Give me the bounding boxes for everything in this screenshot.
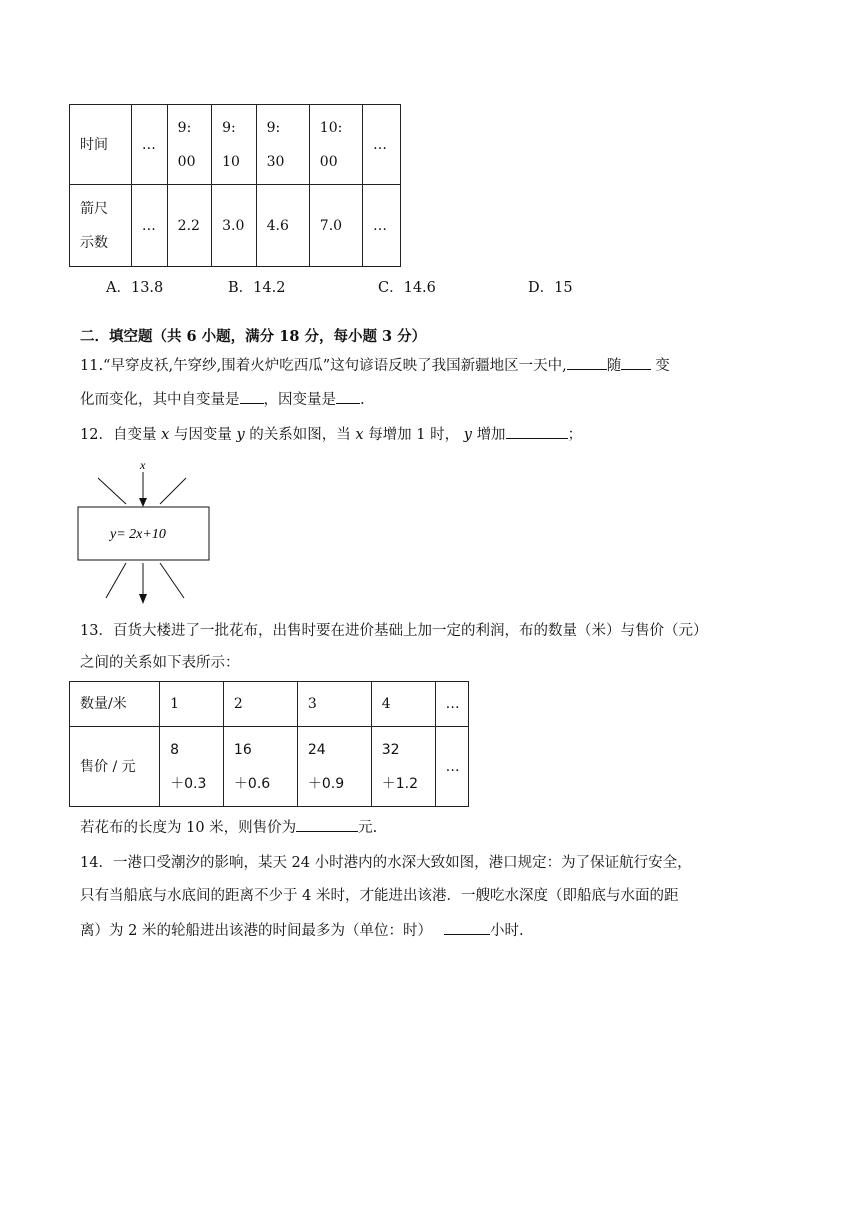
time-table-cell: …: [131, 185, 167, 267]
section-heading: 二．填空题（共 6 小题，满分 18 分，每小题 3 分）: [80, 328, 427, 345]
time-table-row1-label: 时间: [70, 105, 132, 185]
q14-line2: 只有当船底与水底间的距离不少于 4 米时，才能进出该港．一艘吃水深度（即船底与水面的距: [80, 888, 679, 904]
cloth-table-cell: …: [435, 727, 468, 807]
time-table-cell: 4.6: [256, 185, 309, 267]
answer-blank[interactable]: [621, 355, 651, 370]
time-table-cell: …: [131, 105, 167, 185]
answer-blank[interactable]: [567, 355, 607, 370]
time-table-cell: 9: 30: [256, 105, 309, 185]
cloth-table-cell: 1: [160, 682, 224, 727]
time-table-cell: 3.0: [212, 185, 256, 267]
q12-text: ；: [567, 427, 583, 443]
time-table-cell: 2.2: [167, 185, 211, 267]
q12-var: y: [463, 427, 472, 443]
answer-blank[interactable]: [336, 389, 360, 404]
function-machine-diagram: [76, 458, 216, 608]
option-a: A．13.8: [106, 280, 164, 296]
cloth-table-cell: …: [435, 682, 468, 727]
time-table-cell: 9: 10: [212, 105, 256, 185]
q12-text: 与因变量: [173, 427, 232, 443]
option-c: C．14.6: [378, 280, 436, 296]
time-table-cell: 9: 00: [167, 105, 211, 185]
q11-text: 随: [606, 358, 622, 374]
funnel-line-left-bottom: [106, 563, 126, 598]
q11-text: 11.“早穿皮袄,午穿纱,围着火炉吃西瓜”这句谚语反映了我国新疆地区一天中,: [80, 358, 567, 374]
q10-options: [106, 276, 806, 296]
time-table: [69, 104, 401, 267]
cloth-table: [69, 681, 469, 807]
q11-line1: [80, 355, 670, 376]
q12-text: 12．自变量: [80, 427, 157, 443]
cloth-table-cell: 3: [297, 682, 371, 727]
time-table-cell: …: [362, 105, 400, 185]
q11-text: ，因变量是: [263, 392, 336, 408]
q14-text: 小时.: [489, 923, 524, 939]
q13-line2: 之间的关系如下表所示：: [80, 655, 240, 671]
q14-line3: [80, 920, 524, 941]
cloth-table-row2-label: 售价 / 元: [70, 727, 160, 807]
answer-blank[interactable]: [506, 424, 568, 439]
q12-text: 每增加 1 时，: [368, 427, 460, 443]
time-table-cell: 10: 00: [309, 105, 362, 185]
answer-blank[interactable]: [240, 389, 264, 404]
diagram-formula: y= 2x+10: [110, 527, 166, 542]
cloth-table-cell: 16 ＋0.6: [223, 727, 297, 807]
option-b: B．14.2: [228, 280, 286, 296]
diagram-input-label: x: [140, 458, 146, 472]
cloth-table-row1-label: 数量/米: [70, 682, 160, 727]
cloth-table-cell: 8 ＋0.3: [160, 727, 224, 807]
q11-text: 化而变化，其中自变量是: [80, 392, 240, 408]
q13-text: 若花布的长度为 10 米，则售价为: [80, 820, 297, 836]
cloth-table-cell: 32 ＋1.2: [371, 727, 435, 807]
q13-after: [80, 817, 377, 838]
q12-line: [80, 424, 582, 445]
funnel-line-left-top: [98, 478, 126, 504]
answer-blank[interactable]: [296, 817, 358, 832]
time-table-cell: 7.0: [309, 185, 362, 267]
q14-text: 离）为 2 米的轮船进出该港的时间最多为（单位：时）: [80, 923, 432, 939]
time-table-row2-label: 箭尺 示数: [70, 185, 132, 267]
q11-text: .: [360, 392, 365, 408]
q14-line1: 14．一港口受潮汐的影响，某天 24 小时港内的水深大致如图，港口规定：为了保证航行安全，: [80, 855, 692, 871]
cloth-table-cell: 2: [223, 682, 297, 727]
output-arrow-head: [139, 594, 147, 604]
q12-var: x: [161, 427, 170, 443]
answer-blank[interactable]: [444, 920, 490, 935]
q12-var: x: [355, 427, 364, 443]
funnel-line-right-top: [160, 478, 186, 504]
q12-var: y: [236, 427, 245, 443]
cloth-table-cell: 24 ＋0.9: [297, 727, 371, 807]
input-arrow-head: [139, 498, 147, 507]
q12-text: 的关系如图，当: [249, 427, 351, 443]
option-d: D．15: [528, 280, 573, 296]
q12-text: 增加: [476, 427, 506, 443]
q13-text: 元.: [358, 820, 378, 836]
time-table-cell: …: [362, 185, 400, 267]
funnel-line-right-bottom: [160, 563, 184, 598]
q13-line1: 13．百货大楼进了一批花布，出售时要在进价基础上加一定的利润，布的数量（米）与售价（元）: [80, 623, 708, 639]
cloth-table-cell: 4: [371, 682, 435, 727]
q11-text: 变: [655, 358, 670, 374]
q11-line2: [80, 389, 365, 410]
